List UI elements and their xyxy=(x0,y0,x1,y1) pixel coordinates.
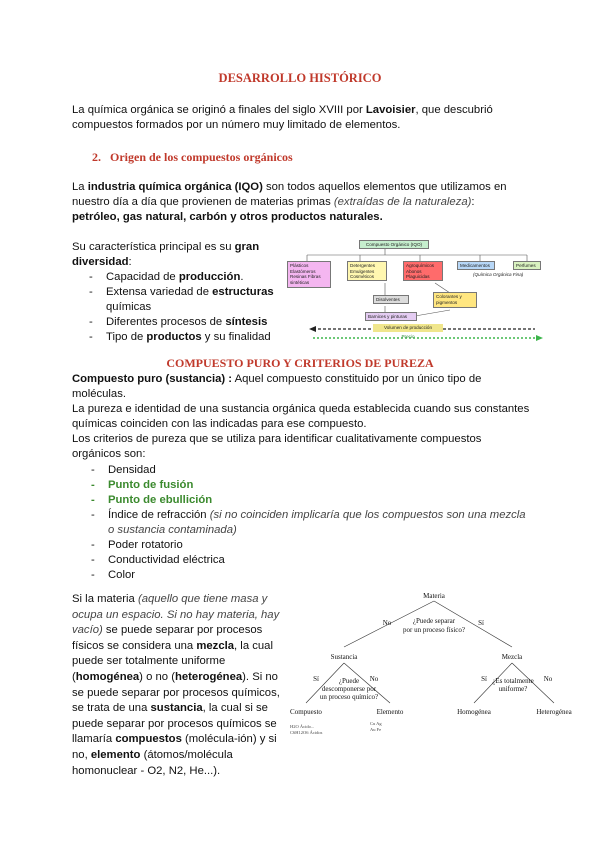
tree-compuesto: Compuesto xyxy=(290,708,322,716)
tree-q3b: uniforme? xyxy=(498,685,528,693)
tree-q2b: descomponerse por xyxy=(321,685,377,693)
diagram-note: (Química Orgánica Fina) xyxy=(473,272,524,277)
characteristic-block: Su característica principal es su gran diversidad: - Capacidad de producción. - Extensa variedad de estructuras químicas - Diferentes procesos de síntesis - Tipo de productos y su finalidad xyxy=(72,240,282,345)
tree-mezcla: Mezcla xyxy=(501,653,523,661)
tree-si-1: Sí xyxy=(478,619,484,627)
diagram-volume-label: Volumen de producción xyxy=(373,324,443,332)
diagram-box-colorantes: Colorantes y pigmentos xyxy=(433,292,477,308)
criteria-item: - Poder rotatorio xyxy=(88,538,532,553)
tree-example-2: C6H12O6 Ácidos xyxy=(290,730,323,735)
tree-si-3: Sí xyxy=(481,675,487,683)
tree-example-4: Au Fe xyxy=(370,727,382,732)
diagram-box-perfumes: Perfumes xyxy=(513,261,541,270)
tree-heterogenea: Heterogénea xyxy=(536,708,572,716)
section-heading-pure: COMPUESTO PURO Y CRITERIOS DE PUREZA xyxy=(166,356,434,370)
iqo-diagram xyxy=(285,238,547,348)
tree-no-2: No xyxy=(369,675,379,683)
tree-sustancia: Sustancia xyxy=(330,653,358,661)
diagram-box-plastics: Plásticos Elastómeros Resinas Fibras sintéticas xyxy=(287,261,331,288)
diagram-box-disolventes: Disolventes xyxy=(373,295,409,304)
intro-paragraph: La química orgánica se originó a finales del siglo XVIII por Lavoisier, que descubrió compuestos formados por un número muy limitado de elementos. xyxy=(72,104,493,131)
list-item: - Extensa variedad de estructuras químicas xyxy=(86,285,282,315)
matter-tree-diagram xyxy=(284,585,584,740)
section-heading-origin: 2. Origen de los compuestos orgánicos xyxy=(92,150,293,164)
criteria-item: - Densidad xyxy=(88,463,532,478)
tree-si-2: Sí xyxy=(313,675,319,683)
diagram-box-barnices: Barnices y pinturas xyxy=(365,312,417,321)
diagram-root: Compuesto Orgánico (IQO) xyxy=(359,240,429,249)
criteria-item: - Color xyxy=(88,568,532,583)
tree-example-1: H2O Ácido... xyxy=(290,724,315,729)
tree-q1: ¿Puede separar xyxy=(412,617,456,625)
page-title: DESARROLLO HISTÓRICO xyxy=(218,71,382,85)
tree-q2c: un proceso químico? xyxy=(319,693,379,701)
list-item: - Tipo de productos y su finalidad xyxy=(86,330,282,345)
tree-no-3: No xyxy=(543,675,553,683)
iqo-paragraph: La industria química orgánica (IQO) son todos aquellos elementos que utilizamos en nuestro día a día que provienen de materias primas (extraídas de la naturaleza): petróleo, gas natural, carbón y otros productos naturales. xyxy=(72,181,507,223)
criteria-item: - Conductividad eléctrica xyxy=(88,553,532,568)
tree-elemento: Elemento xyxy=(376,708,404,716)
pure-block: Compuesto puro (sustancia) : Aquel compuesto constituido por un único tipo de moléculas. La pureza e identidad de una sustancia orgánica queda establecida cuando sus constantes químicas coinciden con las indicadas para ese compuesto. Los criterios de pureza que se utiliza para identificar cualitativamente compuestos orgánicos son: - Densidad - Punto de fusión - Punto de ebullición - Índice de refracción (si no coinciden implicaría que los compuestos son una mezcla o sustancia contaminada) - Poder rotatorio - Conductividad eléctrica - Color xyxy=(72,372,532,583)
criteria-item: - Punto de ebullición xyxy=(88,493,532,508)
diagram-box-agro: Agroquímicos Abonos Plaguicidas xyxy=(403,261,443,281)
tree-q3a: ¿Es totalmente xyxy=(492,677,534,685)
tree-root: Materia xyxy=(423,592,445,600)
matter-paragraph: Si la materia (aquello que tiene masa y ocupa un espacio. Si no hay materia, hay vacío) se puede separar por procesos físicos se considera una mezcla, la cual puede ser totalmente uniforme (homogénea) o no (heterogénea). Si no se puede separar por procesos químicos, se trata de una sustancia, la cual si se puede separar por procesos químicos se llamaría compuestos (molécula-ión) y si no, elemento (átomos/molécula homonuclear - O2, N2, He...). xyxy=(72,593,280,777)
criteria-item: - Índice de refracción (si no coinciden implicaría que los compuestos son una mezcla o sustancia contaminada) xyxy=(88,508,532,538)
diagram-price-label: Precio xyxy=(401,334,415,339)
criteria-item: - Punto de fusión xyxy=(88,478,532,493)
tree-homogenea: Homogénea xyxy=(457,708,491,716)
tree-q1b: por un proceso físico? xyxy=(402,626,466,634)
list-item: - Diferentes procesos de síntesis xyxy=(86,315,282,330)
tree-q2a: ¿Puede xyxy=(338,677,360,685)
diagram-box-detergents: Detergentes Emulgentes Cosméticos xyxy=(347,261,387,281)
tree-no-1: No xyxy=(382,619,392,627)
tree-example-3: Cu Ag xyxy=(370,721,382,726)
diagram-box-medicamentos: Medicamentos xyxy=(457,261,495,270)
list-item: - Capacidad de producción. xyxy=(86,270,282,285)
